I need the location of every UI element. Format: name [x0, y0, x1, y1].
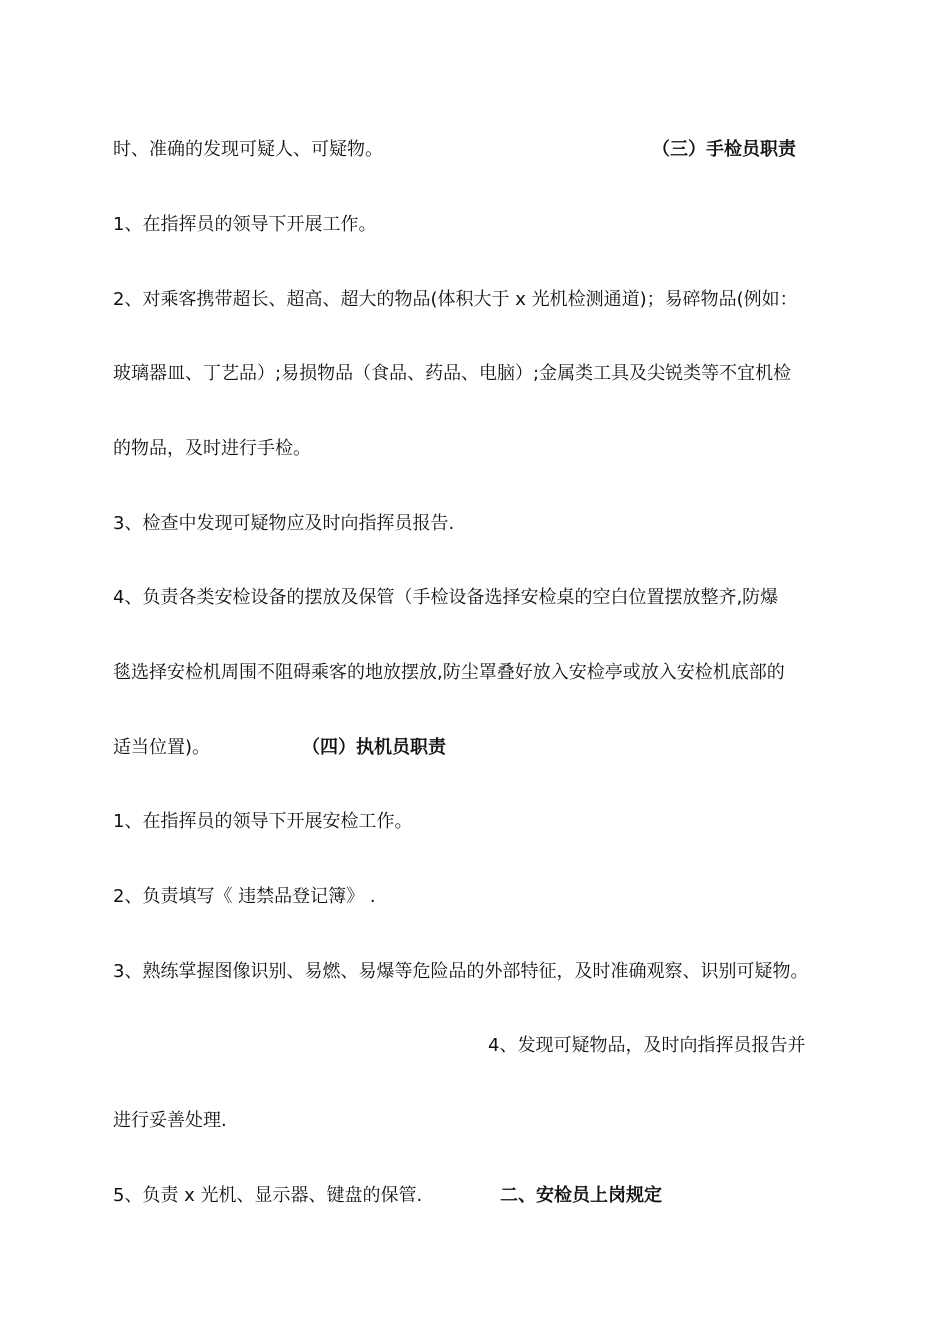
text-line: 适当位置)。 — [113, 737, 211, 758]
text-line: 3、检查中发现可疑物应及时向指挥员报告. — [113, 513, 455, 534]
text-line: 进行妥善处理. — [113, 1110, 227, 1131]
section-heading: （三）手检员职责 — [652, 139, 796, 160]
text-line: 时、准确的发现可疑人、可疑物。 — [113, 139, 383, 160]
section-heading: 二、安检员上岗规定 — [500, 1185, 662, 1206]
text-line: 2、负责填写《 违禁品登记簿》 . — [113, 886, 376, 907]
text-line: 1、在指挥员的领导下开展工作。 — [113, 214, 377, 235]
text-line: 3、熟练掌握图像识别、易燃、易爆等危险品的外部特征，及时准确观察、识别可疑物。 — [113, 961, 809, 982]
text-line: 玻璃器皿、丁艺品）;易损物品（食品、药品、电脑）;金属类工具及尖锐类等不宜机检 — [113, 363, 792, 384]
text-line: 2、对乘客携带超长、超高、超大的物品(体积大于 x 光机检测通道)；易碎物品(例如： — [113, 289, 798, 310]
text-line: 4、发现可疑物品，及时向指挥员报告并 — [488, 1035, 806, 1056]
text-line: 毯选择安检机周围不阻碍乘客的地放摆放,防尘罩叠好放入安检亭或放入安检机底部的 — [113, 662, 785, 683]
text-line: 5、负责 x 光机、显示器、键盘的保管. — [113, 1185, 423, 1206]
text-line: 4、负责各类安检设备的摆放及保管（手检设备选择安检桌的空白位置摆放整齐,防爆 — [113, 587, 779, 608]
text-line: 的物品，及时进行手检。 — [113, 438, 311, 459]
text-line: 1、在指挥员的领导下开展安检工作。 — [113, 811, 413, 832]
section-heading: （四）执机员职责 — [302, 737, 446, 758]
